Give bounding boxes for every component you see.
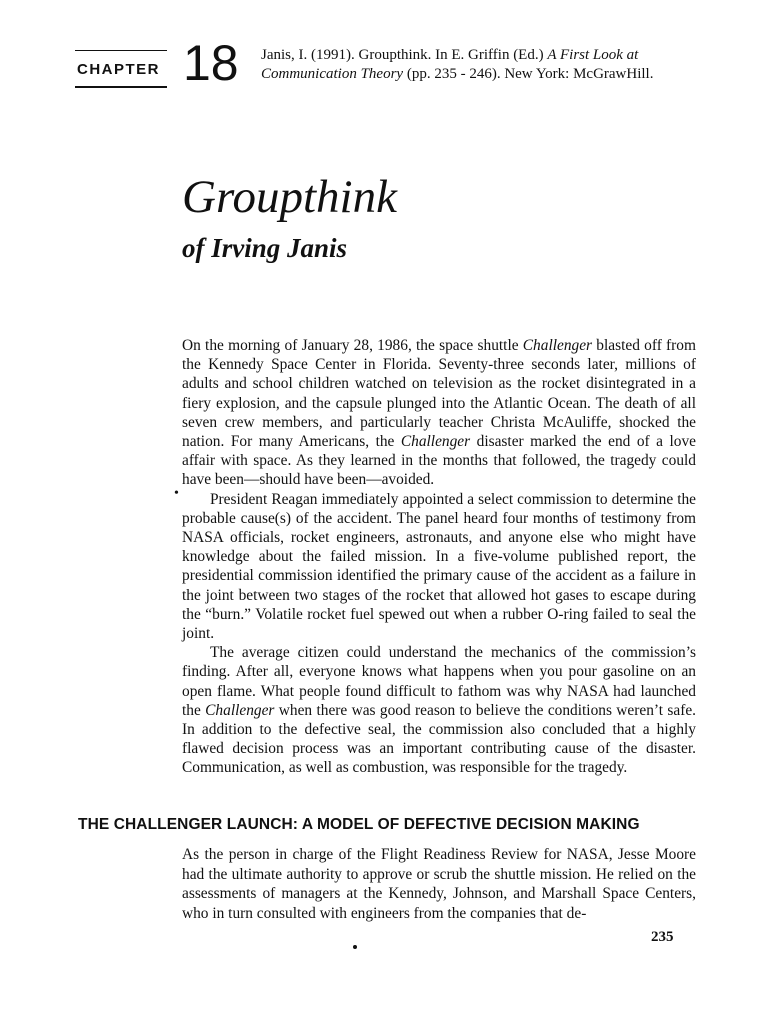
chapter-label: CHAPTER	[77, 61, 161, 78]
chapter-label-block	[75, 50, 167, 88]
paragraph-2: President Reagan immediately appointed a select commission to determine the probable cause(s) of the accident. The panel heard four months of testimony from NASA officials, rocket engineers, astronauts, and anyone else who might have knowledge about the failed mission. In a five-volume published report, the presidential commission identified the primary cause of the accident as a failure in the joint between two stages of the rocket that allowed hot gases to escape during the “burn.” Volatile rocket fuel spewed out when a rubber O-ring failed to seal the joint.	[182, 490, 696, 643]
body-text	[182, 336, 696, 778]
paragraph-1-text-a: On the morning of January 28, 1986, the space shuttle	[182, 337, 523, 354]
section-body	[182, 845, 696, 923]
paragraph-1-text-c: disaster marked the end of a love affair with space. As they learned in the months that followed, the tragedy could have been—should have been—avoided.	[182, 433, 696, 489]
paragraph-3	[182, 643, 696, 777]
paragraph-3-italic-1: Challenger	[205, 701, 275, 719]
page-subtitle: of Irving Janis	[182, 233, 348, 263]
chapter-number: 18	[183, 35, 239, 91]
margin-bullet: •	[174, 486, 179, 501]
paragraph-1-text-b: blasted off from the Kennedy Space Center in Florida. Seventy-three seconds later, millions of adults and school children watched on television as the rocket disintegrated in a fiery explosion, and the capsule plunged into the Atlantic Ocean. The death of all seven crew members, and particularly teacher Christa McAuliffe, shocked the nation. For many Americans, the	[182, 337, 696, 451]
paragraph-1-italic-1: Challenger	[522, 337, 593, 354]
page-number: 235	[651, 929, 674, 945]
stray-dot	[353, 945, 357, 949]
section-heading: THE CHALLENGER LAUNCH: A MODEL OF DEFECTIVE DECISION MAKING	[78, 816, 640, 833]
citation-book-title-2: Communication Theory	[261, 66, 404, 82]
paragraph-3-text-b: when there was good reason to believe the conditions weren’t safe. In addition to the defective seal, the commission also concluded that a highly flawed decision process was an important contributing cause of the disaster. Communication, as well as combustion, was responsible for the tragedy.	[182, 701, 697, 777]
citation	[261, 46, 731, 84]
citation-book-title-1: A First Look at	[547, 47, 639, 63]
citation-publisher: (pp. 235 - 246). New York: McGrawHill.	[403, 66, 654, 82]
paragraph-1	[182, 336, 696, 490]
citation-author: Janis, I. (1991). Groupthink. In E. Griffin (Ed.)	[261, 47, 548, 63]
chapter-rule-bottom	[75, 86, 167, 88]
page-title: Groupthink	[182, 171, 397, 223]
section-paragraph-1: As the person in charge of the Flight Readiness Review for NASA, Jesse Moore had the ultimate authority to approve or scrub the shuttle mission. He relied on the assessments of managers at the Kennedy, Johnson, and Marshall Space Centers, who in turn consulted with engineers from the companies that de-	[182, 846, 696, 922]
paragraph-3-text-a: The average citizen could understand the mechanics of the commission’s finding. After all, everyone knows what happens when you pour gasoline on an open flame. What people found difficult to fathom was why NASA had launched the	[182, 644, 696, 719]
paragraph-1-italic-2: Challenger	[400, 433, 471, 451]
